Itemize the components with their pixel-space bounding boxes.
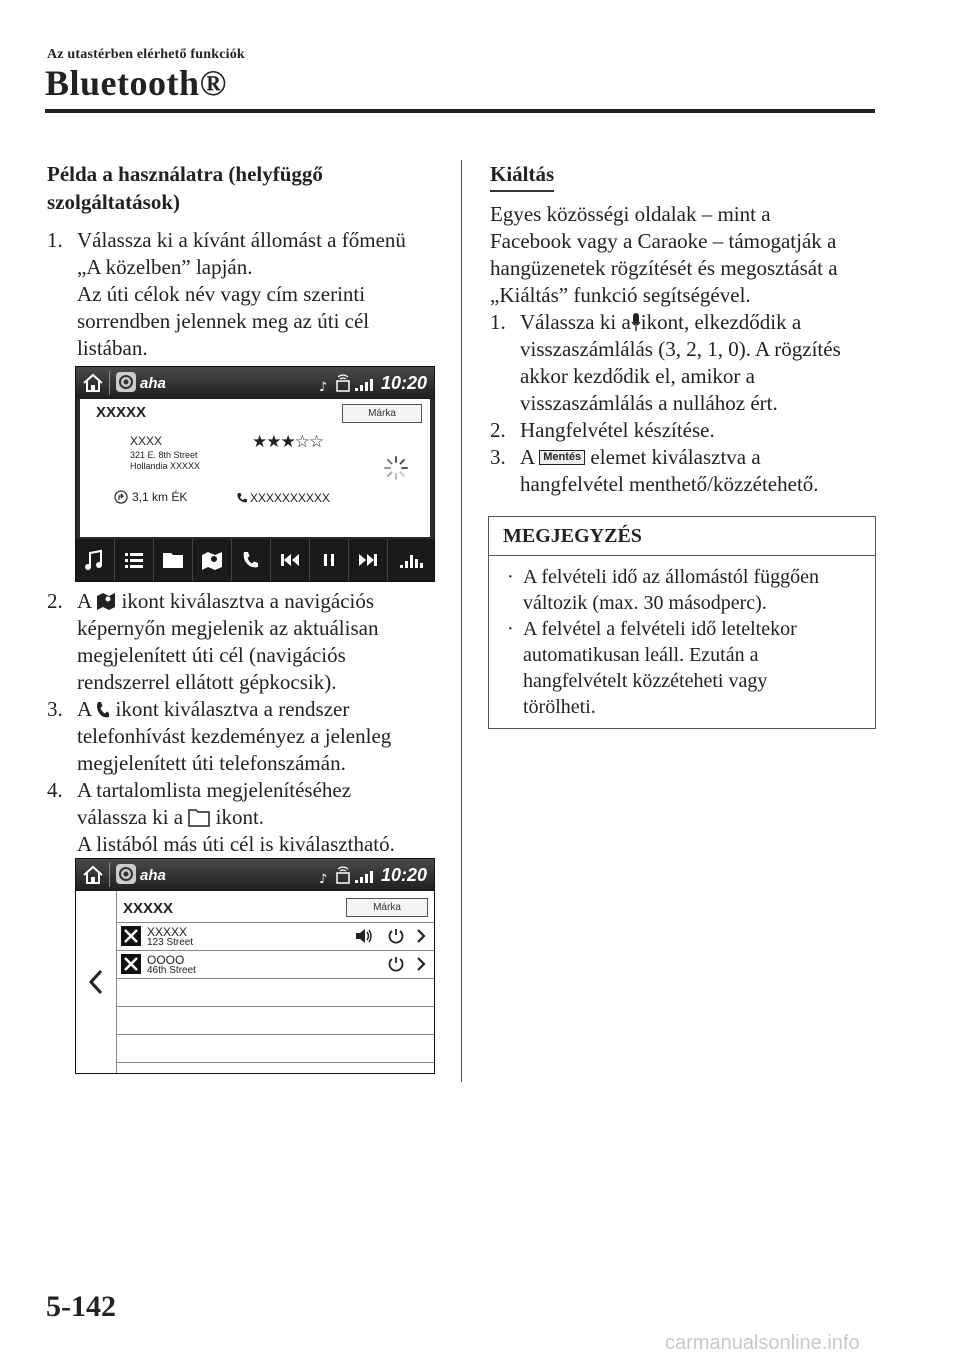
step-text: ikont kiválasztva a rendszer (115, 697, 350, 721)
page-title: Bluetooth® (45, 63, 227, 103)
right-heading: Kiáltás (490, 160, 554, 192)
screen-content-list (75, 858, 435, 1074)
call-button[interactable] (232, 539, 271, 581)
bar-divider (109, 863, 110, 887)
list-divider (117, 1006, 434, 1007)
music-note-icon (76, 539, 114, 581)
section-label: Az utastérben elérhető funkciók (47, 47, 245, 62)
bar-divider (109, 371, 110, 395)
aha-logo-icon (116, 372, 136, 392)
step-text: Hangfelvétel készítése. (520, 418, 715, 442)
poi-name: XXXX (130, 434, 163, 448)
step-number: 4. (47, 778, 63, 802)
step-number: 2. (490, 418, 506, 442)
step-text: „A közelben” lapján. (77, 255, 253, 279)
status-icons (319, 373, 377, 395)
star-empty-icon: ☆ (309, 432, 324, 452)
note-text: A felvétel a felvételi idő leteltekor (523, 618, 797, 640)
phone-icon (232, 539, 270, 581)
skip-back-icon (271, 539, 309, 581)
step-text: hangfelvétel menthető/közzétehető. (520, 472, 819, 496)
step-text: ikont kiválasztva a navigációs (121, 589, 375, 613)
intro-text: Facebook vagy a Caraoke – támogatják a (490, 229, 837, 253)
equalizer-icon (388, 539, 434, 581)
speaker-icon (355, 928, 373, 944)
note-box (488, 516, 876, 729)
save-button-graphic: Mentés (539, 450, 585, 465)
list-divider (117, 1034, 434, 1035)
power-icon[interactable] (387, 955, 405, 973)
step-text: megjelenített úti cél (navigációs (77, 643, 346, 667)
power-icon[interactable] (387, 927, 405, 945)
step-text: elemet kiválasztva a (590, 445, 761, 469)
step-number: 2. (47, 589, 63, 613)
step-text: A listából más úti cél is kiválasztható. (77, 832, 395, 856)
note-text: hangfelvételt közzéteheti vagy (523, 670, 768, 692)
step-text: válassza ki a (77, 805, 184, 829)
note-text: változik (max. 30 másodperc). (523, 592, 767, 614)
station-name: XXXXX (123, 900, 174, 917)
poi-address-line2: Hollandia XXXXX (130, 461, 201, 471)
list-item-address: 46th Street (147, 965, 196, 976)
pause-button[interactable] (310, 539, 349, 581)
step-text: Válassza ki a (520, 310, 631, 334)
screen-nearby-detail (75, 366, 435, 582)
chevron-right-icon[interactable] (415, 956, 427, 972)
phone-number[interactable]: XXXXXXXXXX (250, 491, 331, 505)
left-heading-line2: szolgáltatások) (47, 190, 180, 214)
intro-text: Egyes közösségi oldalak – mint a (490, 202, 771, 226)
note-text: törölheti. (523, 696, 596, 718)
list-panel (117, 891, 434, 1073)
detail-panel (80, 399, 430, 537)
step-text: A (520, 445, 535, 469)
list-divider (117, 1062, 434, 1063)
distance-icon (114, 490, 128, 504)
clock: 10:20 (381, 373, 428, 393)
previous-button[interactable] (271, 539, 310, 581)
step-text: rendszerrel ellátott gépkocsik). (77, 670, 337, 694)
brand-button[interactable]: Márka (342, 404, 422, 423)
chevron-right-icon[interactable] (415, 928, 427, 944)
step-text: ikont. (215, 805, 265, 829)
next-button[interactable] (349, 539, 388, 581)
folder-icon (188, 807, 210, 827)
note-text: automatikusan leáll. Ezután a (523, 644, 759, 666)
loading-spinner-icon (383, 455, 409, 481)
phone-icon[interactable] (236, 492, 248, 504)
star-empty-icon: ☆ (294, 432, 309, 452)
list-item-name: OOOO (147, 953, 185, 967)
right-intro (490, 201, 880, 498)
brand-button[interactable]: Márka (346, 898, 428, 917)
step-text: A (77, 697, 92, 721)
left-step1 (47, 227, 457, 362)
list-divider (117, 978, 434, 979)
left-step2 (47, 588, 457, 858)
back-column (76, 891, 117, 1073)
list-button[interactable] (115, 539, 154, 581)
step-text: akkor kezdődik el, amikor a (520, 364, 755, 388)
intro-text: hangüzenetek rögzítését és megosztását a (490, 256, 838, 280)
step-text: ikont, elkezdődik a (640, 310, 802, 334)
svg-text:♪: ♪ (319, 872, 328, 887)
bullet-dot: · (507, 618, 514, 640)
back-chevron-icon[interactable] (88, 969, 104, 995)
step-number: 3. (490, 445, 506, 469)
home-icon[interactable] (82, 864, 104, 886)
step-text: A (77, 589, 92, 613)
step-text: visszaszámlálás (3, 2, 1, 0). A rögzítés (520, 337, 841, 361)
step-text: A tartalomlista megjelenítéséhez (77, 778, 352, 802)
bottom-toolbar (76, 539, 434, 581)
aha-logo-icon (116, 864, 136, 884)
left-heading-line1: Példa a használatra (helyfüggő (47, 162, 323, 186)
distance-text: 3,1 km ÉK (132, 490, 188, 504)
list-item-name: XXXXX (147, 925, 188, 939)
step-number: 1. (47, 228, 63, 252)
pause-icon (310, 539, 348, 581)
step-text: Az úti célok név vagy cím szerinti (77, 282, 366, 306)
star-filled-icon: ★ (280, 432, 295, 452)
home-icon[interactable] (82, 372, 104, 394)
star-filled-icon: ★ (252, 432, 267, 452)
clock: 10:20 (381, 865, 428, 885)
step-text: megjelenített úti telefonszámán. (77, 751, 346, 775)
list-item-address: 123 Street (147, 937, 194, 948)
skip-forward-icon (349, 539, 387, 581)
column-divider (461, 160, 462, 1082)
station-name: XXXXX (96, 404, 147, 421)
step-text: listában. (77, 336, 148, 360)
star-filled-icon: ★ (266, 432, 281, 452)
step-number: 1. (490, 310, 506, 334)
note-title: MEGJEGYZÉS (489, 517, 875, 556)
step-number: 3. (47, 697, 63, 721)
equalizer-button[interactable] (388, 539, 434, 581)
folder-icon (154, 539, 192, 581)
poi-thumbnail-icon (121, 954, 141, 974)
navigation-button[interactable] (193, 539, 232, 581)
note-text: A felvételi idő az állomástól függően (523, 566, 820, 588)
page-number: 5-142 (46, 1290, 116, 1323)
watermark: carmanualsonline.info (665, 1332, 860, 1354)
app-name: aha (140, 867, 166, 884)
step-text: Válassza ki a kívánt állomást a főmenü (77, 228, 406, 252)
status-bar (76, 859, 434, 891)
map-icon (96, 591, 116, 611)
note-bullet (489, 564, 875, 616)
music-button[interactable] (76, 539, 115, 581)
list-item[interactable] (117, 923, 434, 950)
title-rule (45, 109, 875, 113)
map-icon (193, 539, 231, 581)
status-icons (319, 865, 377, 887)
poi-address-line1: 321 E. 8th Street (130, 450, 198, 460)
status-bar (76, 367, 434, 399)
step-text: képernyőn megjelenik az aktuálisan (77, 616, 379, 640)
microphone-icon (631, 312, 641, 332)
folder-button[interactable] (154, 539, 193, 581)
phone-icon (96, 701, 110, 719)
list-item[interactable] (117, 951, 434, 978)
step-text: sorrendben jelennek meg az úti cél (77, 309, 370, 333)
step-text: visszaszámlálás a nullához ért. (520, 391, 778, 415)
note-bullet (489, 616, 875, 720)
app-name: aha (140, 375, 166, 392)
bullet-dot: · (507, 566, 514, 588)
intro-text: „Kiáltás” funkció segítségével. (490, 283, 751, 307)
left-heading (47, 160, 447, 216)
list-icon (115, 539, 153, 581)
rating-stars (252, 432, 323, 452)
poi-thumbnail-icon (121, 926, 141, 946)
step-text: telefonhívást kezdeményez a jelenleg (77, 724, 392, 748)
svg-text:♪: ♪ (319, 380, 328, 395)
